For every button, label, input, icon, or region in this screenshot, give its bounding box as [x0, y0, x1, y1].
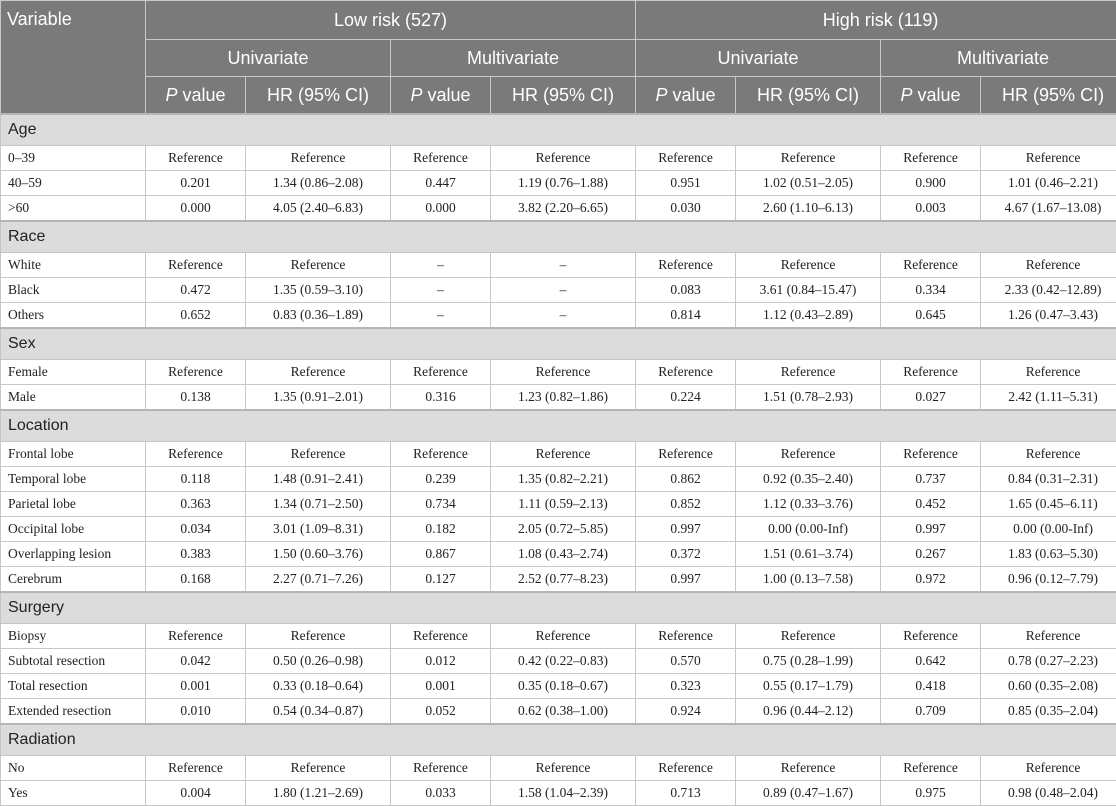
p-value-cell: 0.997: [636, 517, 736, 542]
p-value-cell: 0.027: [881, 385, 981, 411]
hr-cell: 1.48 (0.91–2.41): [246, 467, 391, 492]
row-label: Others: [1, 303, 146, 329]
section-title: Sex: [1, 328, 1116, 360]
row-label: Occipital lobe: [1, 517, 146, 542]
hr-header: HR (95% CI): [736, 77, 881, 115]
p-value-cell: Reference: [881, 442, 981, 467]
row-label: Cerebrum: [1, 567, 146, 593]
p-value-cell: 0.713: [636, 781, 736, 806]
p-value-cell: 0.418: [881, 674, 981, 699]
hr-cell: Reference: [491, 442, 636, 467]
p-value-cell: 0.004: [146, 781, 246, 806]
table-row: [1, 253, 1116, 278]
hr-cell: 2.05 (0.72–5.85): [491, 517, 636, 542]
hr-cell: Reference: [981, 146, 1116, 171]
hr-cell: 2.42 (1.11–5.31): [981, 385, 1116, 411]
hr-cell: 1.23 (0.82–1.86): [491, 385, 636, 411]
hr-cell: 0.85 (0.35–2.04): [981, 699, 1116, 725]
hr-cell: Reference: [981, 360, 1116, 385]
p-value-cell: 0.372: [636, 542, 736, 567]
p-value-cell: 0.900: [881, 171, 981, 196]
hr-cell: Reference: [736, 756, 881, 781]
hr-cell: 0.35 (0.18–0.67): [491, 674, 636, 699]
table-row: [1, 567, 1116, 593]
hr-cell: 0.54 (0.34–0.87): [246, 699, 391, 725]
hr-cell: 0.92 (0.35–2.40): [736, 467, 881, 492]
hr-cell: 3.61 (0.84–15.47): [736, 278, 881, 303]
hr-header: HR (95% CI): [981, 77, 1116, 115]
p-value-cell: Reference: [391, 360, 491, 385]
low-univariate-header: Univariate: [146, 40, 391, 77]
p-value-cell: 0.003: [881, 196, 981, 222]
p-value-cell: 0.083: [636, 278, 736, 303]
p-value-cell: 0.383: [146, 542, 246, 567]
hr-cell: 2.33 (0.42–12.89): [981, 278, 1116, 303]
p-value-cell: 0.168: [146, 567, 246, 593]
hr-cell: 0.75 (0.28–1.99): [736, 649, 881, 674]
p-value-cell: 0.852: [636, 492, 736, 517]
hr-cell: 0.60 (0.35–2.08): [981, 674, 1116, 699]
p-value-cell: 0.001: [391, 674, 491, 699]
p-value-cell: 0.000: [391, 196, 491, 222]
p-value-suffix: value: [913, 85, 961, 105]
hr-cell: 1.34 (0.71–2.50): [246, 492, 391, 517]
section-row: [1, 328, 1116, 360]
p-value-cell: Reference: [146, 756, 246, 781]
hr-cell: 1.08 (0.43–2.74): [491, 542, 636, 567]
table-row: [1, 442, 1116, 467]
hr-cell: 1.51 (0.61–3.74): [736, 542, 881, 567]
table-body: [1, 114, 1116, 806]
hr-cell: Reference: [736, 253, 881, 278]
p-value-cell: Reference: [146, 624, 246, 649]
hr-cell: 0.00 (0.00-Inf): [981, 517, 1116, 542]
p-value-cell: 0.709: [881, 699, 981, 725]
hr-cell: 1.35 (0.91–2.01): [246, 385, 391, 411]
hr-cell: Reference: [736, 442, 881, 467]
hr-cell: Reference: [491, 624, 636, 649]
p-value-header: [391, 77, 491, 115]
hr-cell: Reference: [246, 253, 391, 278]
section-title: Age: [1, 114, 1116, 146]
high-risk-header: High risk (119): [636, 1, 1116, 40]
hr-header: HR (95% CI): [491, 77, 636, 115]
p-value-cell: 0.645: [881, 303, 981, 329]
p-value-cell: 0.951: [636, 171, 736, 196]
section-title: Surgery: [1, 592, 1116, 624]
table-header: [1, 1, 1116, 115]
hr-cell: Reference: [736, 146, 881, 171]
hr-cell: 3.01 (1.09–8.31): [246, 517, 391, 542]
row-label: Parietal lobe: [1, 492, 146, 517]
row-label: Total resection: [1, 674, 146, 699]
hr-cell: Reference: [246, 756, 391, 781]
p-value-cell: 0.323: [636, 674, 736, 699]
p-value-cell: 0.012: [391, 649, 491, 674]
p-value-cell: Reference: [881, 624, 981, 649]
p-value-cell: 0.452: [881, 492, 981, 517]
hr-cell: 0.62 (0.38–1.00): [491, 699, 636, 725]
row-label: White: [1, 253, 146, 278]
p-value-cell: 0.267: [881, 542, 981, 567]
row-label: Yes: [1, 781, 146, 806]
hr-cell: Reference: [981, 624, 1116, 649]
p-value-cell: –: [391, 278, 491, 303]
hr-cell: Reference: [491, 756, 636, 781]
p-value-cell: Reference: [391, 442, 491, 467]
p-value-cell: Reference: [146, 442, 246, 467]
table-row: [1, 303, 1116, 329]
p-value-cell: 0.447: [391, 171, 491, 196]
table-row: [1, 385, 1116, 411]
row-label: Black: [1, 278, 146, 303]
hr-cell: 0.55 (0.17–1.79): [736, 674, 881, 699]
hr-header: HR (95% CI): [246, 77, 391, 115]
p-value-cell: 0.975: [881, 781, 981, 806]
hr-cell: 4.05 (2.40–6.83): [246, 196, 391, 222]
p-value-cell: 0.570: [636, 649, 736, 674]
hr-cell: 0.84 (0.31–2.31): [981, 467, 1116, 492]
p-value-header: [881, 77, 981, 115]
table-row: [1, 467, 1116, 492]
p-value-cell: Reference: [146, 360, 246, 385]
p-value-cell: 0.010: [146, 699, 246, 725]
p-value-cell: 0.867: [391, 542, 491, 567]
p-value-cell: Reference: [636, 756, 736, 781]
hr-cell: Reference: [491, 360, 636, 385]
table-row: [1, 196, 1116, 222]
hr-cell: 1.80 (1.21–2.69): [246, 781, 391, 806]
row-label: 40–59: [1, 171, 146, 196]
hr-cell: 3.82 (2.20–6.65): [491, 196, 636, 222]
table-row: [1, 699, 1116, 725]
table-row: [1, 492, 1116, 517]
hr-cell: 1.12 (0.43–2.89): [736, 303, 881, 329]
p-value-cell: 0.201: [146, 171, 246, 196]
hr-cell: 0.42 (0.22–0.83): [491, 649, 636, 674]
p-value-cell: Reference: [636, 442, 736, 467]
p-value-cell: 0.316: [391, 385, 491, 411]
p-value-cell: 0.997: [636, 567, 736, 593]
p-value-cell: 0.814: [636, 303, 736, 329]
p-value-suffix: value: [177, 85, 225, 105]
hr-cell: Reference: [981, 756, 1116, 781]
section-title: Radiation: [1, 724, 1116, 756]
p-value-cell: 0.033: [391, 781, 491, 806]
p-value-cell: 0.042: [146, 649, 246, 674]
hr-cell: 2.27 (0.71–7.26): [246, 567, 391, 593]
row-label: 0–39: [1, 146, 146, 171]
p-value-cell: 0.997: [881, 517, 981, 542]
p-value-cell: Reference: [636, 146, 736, 171]
p-value-cell: 0.030: [636, 196, 736, 222]
p-value-cell: Reference: [391, 146, 491, 171]
p-value-cell: –: [391, 303, 491, 329]
hr-cell: 0.33 (0.18–0.64): [246, 674, 391, 699]
hr-cell: 2.60 (1.10–6.13): [736, 196, 881, 222]
hr-cell: 1.26 (0.47–3.43): [981, 303, 1116, 329]
section-row: [1, 114, 1116, 146]
hr-cell: 0.50 (0.26–0.98): [246, 649, 391, 674]
p-value-cell: 0.000: [146, 196, 246, 222]
section-title: Location: [1, 410, 1116, 442]
hr-cell: 0.83 (0.36–1.89): [246, 303, 391, 329]
table-row: [1, 278, 1116, 303]
row-label: Subtotal resection: [1, 649, 146, 674]
p-value-cell: 0.642: [881, 649, 981, 674]
p-value-cell: 0.034: [146, 517, 246, 542]
p-value-cell: Reference: [636, 624, 736, 649]
row-label: Female: [1, 360, 146, 385]
p-value-cell: 0.052: [391, 699, 491, 725]
table-row: [1, 146, 1116, 171]
section-row: [1, 221, 1116, 253]
hr-cell: Reference: [246, 442, 391, 467]
high-univariate-header: Univariate: [636, 40, 881, 77]
hr-cell: 1.00 (0.13–7.58): [736, 567, 881, 593]
hr-cell: Reference: [246, 624, 391, 649]
p-value-cell: –: [391, 253, 491, 278]
p-symbol: P: [165, 85, 177, 105]
hr-cell: Reference: [981, 253, 1116, 278]
p-value-cell: Reference: [881, 756, 981, 781]
hr-cell: 1.83 (0.63–5.30): [981, 542, 1116, 567]
p-value-cell: Reference: [881, 146, 981, 171]
table-row: [1, 171, 1116, 196]
p-value-suffix: value: [422, 85, 470, 105]
p-value-cell: 0.734: [391, 492, 491, 517]
hr-cell: 0.78 (0.27–2.23): [981, 649, 1116, 674]
hr-cell: 1.12 (0.33–3.76): [736, 492, 881, 517]
p-symbol: P: [656, 85, 668, 105]
table-row: [1, 360, 1116, 385]
table-row: [1, 781, 1116, 806]
hr-cell: 0.96 (0.12–7.79): [981, 567, 1116, 593]
p-symbol: P: [410, 85, 422, 105]
p-value-cell: 0.001: [146, 674, 246, 699]
hr-cell: –: [491, 303, 636, 329]
p-value-cell: Reference: [146, 146, 246, 171]
hr-cell: 1.58 (1.04–2.39): [491, 781, 636, 806]
low-risk-header: Low risk (527): [146, 1, 636, 40]
table-row: [1, 756, 1116, 781]
hr-cell: Reference: [246, 360, 391, 385]
p-value-cell: 0.652: [146, 303, 246, 329]
p-value-cell: 0.334: [881, 278, 981, 303]
hr-cell: 1.11 (0.59–2.13): [491, 492, 636, 517]
row-label: >60: [1, 196, 146, 222]
hr-cell: 1.02 (0.51–2.05): [736, 171, 881, 196]
row-label: Overlapping lesion: [1, 542, 146, 567]
p-value-cell: 0.138: [146, 385, 246, 411]
high-multivariate-header: Multivariate: [881, 40, 1116, 77]
p-value-cell: Reference: [391, 756, 491, 781]
variable-header: Variable: [1, 1, 146, 115]
hr-cell: Reference: [981, 442, 1116, 467]
hr-cell: 1.51 (0.78–2.93): [736, 385, 881, 411]
p-value-cell: 0.118: [146, 467, 246, 492]
hr-cell: 2.52 (0.77–8.23): [491, 567, 636, 593]
p-value-cell: Reference: [636, 360, 736, 385]
p-symbol: P: [901, 85, 913, 105]
section-row: [1, 724, 1116, 756]
section-title: Race: [1, 221, 1116, 253]
hr-cell: –: [491, 253, 636, 278]
p-value-cell: Reference: [146, 253, 246, 278]
p-value-cell: 0.924: [636, 699, 736, 725]
p-value-cell: 0.182: [391, 517, 491, 542]
hr-cell: 1.35 (0.59–3.10): [246, 278, 391, 303]
p-value-cell: 0.363: [146, 492, 246, 517]
p-value-cell: 0.972: [881, 567, 981, 593]
hr-cell: 4.67 (1.67–13.08): [981, 196, 1116, 222]
table-row: [1, 674, 1116, 699]
p-value-cell: 0.862: [636, 467, 736, 492]
hr-cell: 0.89 (0.47–1.67): [736, 781, 881, 806]
section-row: [1, 410, 1116, 442]
p-value-cell: Reference: [391, 624, 491, 649]
hr-cell: –: [491, 278, 636, 303]
row-label: Biopsy: [1, 624, 146, 649]
hr-cell: 1.34 (0.86–2.08): [246, 171, 391, 196]
table-row: [1, 542, 1116, 567]
p-value-suffix: value: [668, 85, 716, 105]
p-value-cell: 0.472: [146, 278, 246, 303]
table-row: [1, 517, 1116, 542]
hr-cell: Reference: [491, 146, 636, 171]
p-value-cell: Reference: [881, 360, 981, 385]
hr-cell: 0.00 (0.00-Inf): [736, 517, 881, 542]
table-row: [1, 649, 1116, 674]
hr-cell: 1.35 (0.82–2.21): [491, 467, 636, 492]
hr-cell: Reference: [736, 624, 881, 649]
p-value-cell: 0.239: [391, 467, 491, 492]
row-label: Male: [1, 385, 146, 411]
p-value-cell: 0.224: [636, 385, 736, 411]
row-label: Temporal lobe: [1, 467, 146, 492]
low-multivariate-header: Multivariate: [391, 40, 636, 77]
hr-cell: 1.65 (0.45–6.11): [981, 492, 1116, 517]
p-value-cell: 0.127: [391, 567, 491, 593]
p-value-cell: 0.737: [881, 467, 981, 492]
hr-cell: 1.19 (0.76–1.88): [491, 171, 636, 196]
hr-cell: 0.96 (0.44–2.12): [736, 699, 881, 725]
row-label: Frontal lobe: [1, 442, 146, 467]
hr-cell: 1.01 (0.46–2.21): [981, 171, 1116, 196]
hr-cell: Reference: [736, 360, 881, 385]
hr-cell: 1.50 (0.60–3.76): [246, 542, 391, 567]
p-value-cell: Reference: [881, 253, 981, 278]
row-label: Extended resection: [1, 699, 146, 725]
p-value-header: [146, 77, 246, 115]
row-label: No: [1, 756, 146, 781]
hr-cell: 0.98 (0.48–2.04): [981, 781, 1116, 806]
section-row: [1, 592, 1116, 624]
hr-cell: Reference: [246, 146, 391, 171]
p-value-cell: Reference: [636, 253, 736, 278]
p-value-header: [636, 77, 736, 115]
table-row: [1, 624, 1116, 649]
